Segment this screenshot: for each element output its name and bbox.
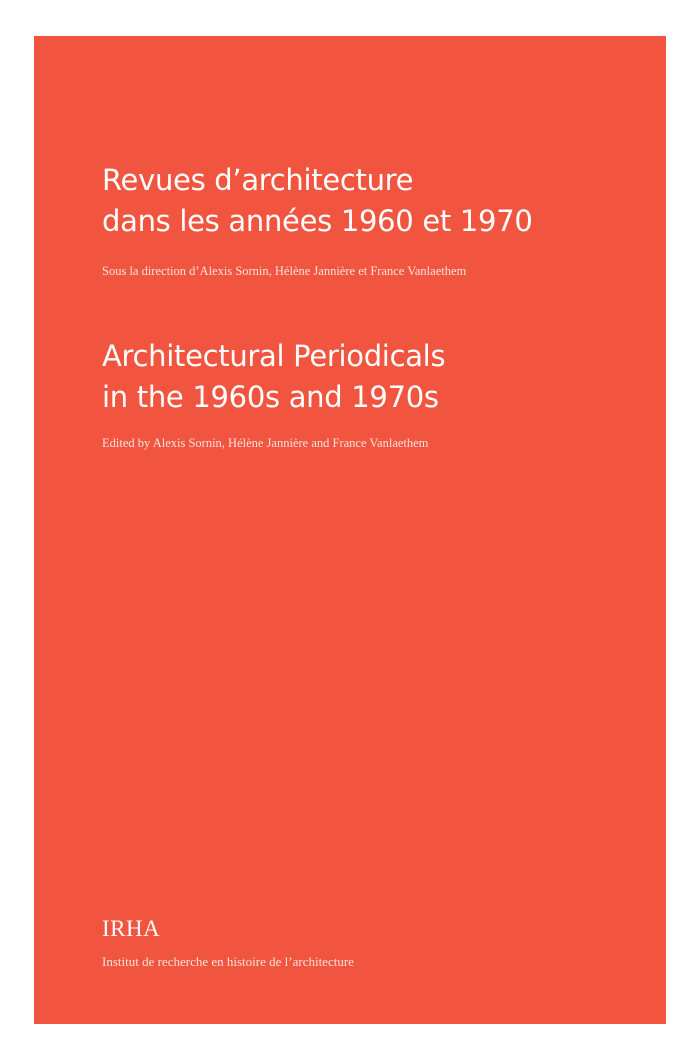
english-title — [102, 336, 445, 418]
french-editors: Sous la direction d’Alexis Sornin, Hélène Jannière et France Vanlaethem — [102, 264, 467, 278]
french-title — [102, 160, 533, 242]
english-title-line-1: Architectural Periodicals — [102, 339, 446, 373]
english-editors: Edited by Alexis Sornin, Hélène Jannière and France Vanlaethem — [102, 436, 429, 450]
publisher-logo: IRHA — [102, 916, 161, 941]
publisher-full-name: Institut de recherche en histoire de l’architecture — [102, 954, 354, 969]
english-title-line-2: in the 1960s and 1970s — [102, 380, 439, 414]
book-cover — [34, 36, 666, 1024]
french-title-line-1: Revues d’architecture — [102, 163, 414, 197]
french-title-line-2: dans les années 1960 et 1970 — [102, 204, 533, 238]
